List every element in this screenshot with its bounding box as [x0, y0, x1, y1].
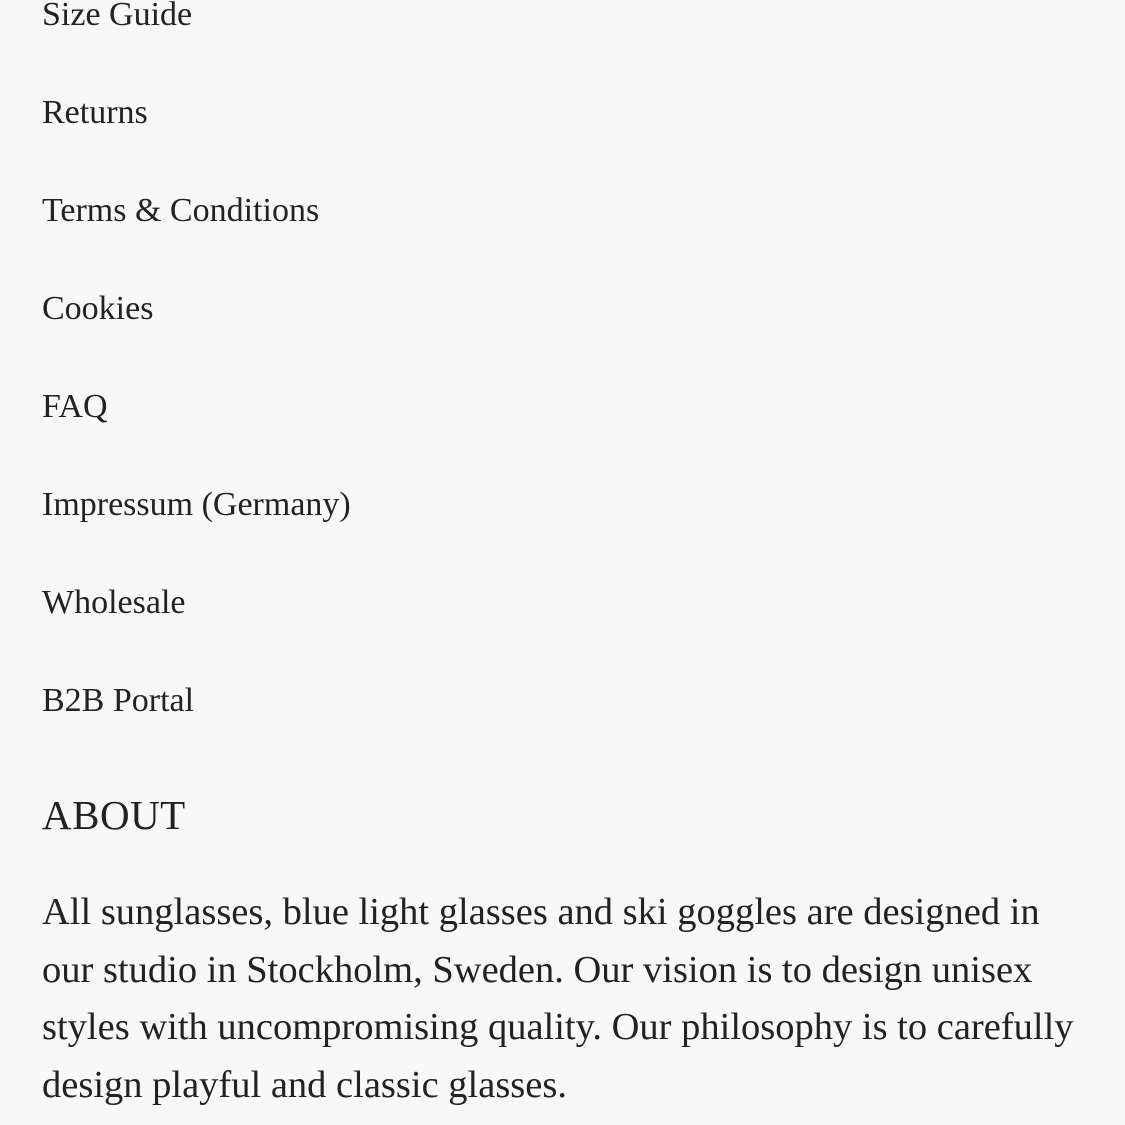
size-guide-link[interactable]: Size Guide: [42, 0, 193, 33]
b2b-portal-link[interactable]: B2B Portal: [42, 682, 195, 719]
returns-link[interactable]: Returns: [42, 94, 148, 131]
terms-conditions-link[interactable]: Terms & Conditions: [42, 192, 320, 229]
about-description: All sunglasses, blue light glasses and ski goggles are designed in our studio in Stockholm, Sweden. Our vision is to design unisex styles with uncompromising quality. Our philosophy is to carefully design playful and classic glasses.: [42, 891, 1074, 1106]
faq-link[interactable]: FAQ: [42, 388, 108, 425]
wholesale-link[interactable]: Wholesale: [42, 584, 186, 621]
cookies-link[interactable]: Cookies: [42, 290, 154, 327]
impressum-germany-link[interactable]: Impressum (Germany): [42, 486, 351, 523]
about-heading: ABOUT: [42, 792, 186, 838]
